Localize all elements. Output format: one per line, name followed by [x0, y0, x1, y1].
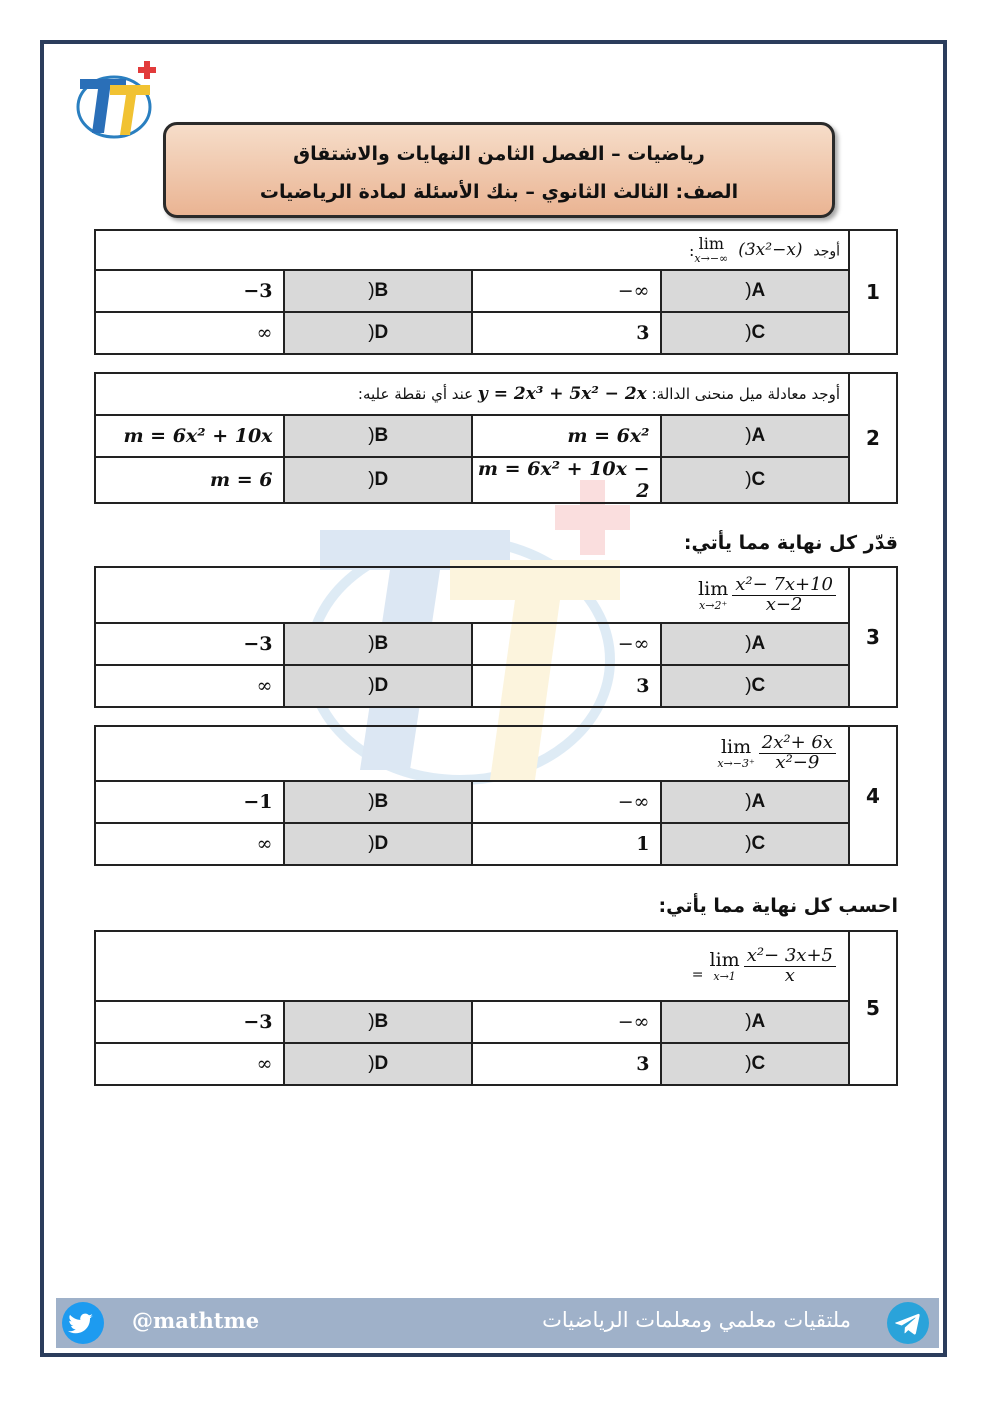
option-a-value[interactable]: m = 6x² [472, 415, 661, 457]
section-heading-calculate: احسب كل نهاية مما يأتي: [658, 895, 898, 917]
option-c-value[interactable]: 3 [472, 665, 661, 707]
limit-word: lim [698, 234, 725, 253]
option-a-label[interactable]: )A [661, 623, 850, 665]
option-a-label[interactable]: )A [661, 781, 850, 823]
question-stem [95, 567, 849, 623]
question-number: 4 [849, 726, 897, 865]
limit-sub: x→−3⁺ [717, 757, 755, 770]
option-d-label[interactable]: )D [284, 312, 473, 354]
stem-suffix: عند أي نقطة عليه: [357, 385, 474, 403]
twitter-icon[interactable] [62, 1302, 104, 1344]
option-d-value[interactable]: m = 6 [95, 457, 284, 503]
question-4 [94, 725, 898, 866]
option-d-value[interactable]: ∞ [95, 312, 284, 354]
stem-word: أوجد [813, 243, 840, 260]
question-stem [95, 230, 849, 270]
limit-word: lim [698, 577, 729, 600]
option-a-value[interactable]: −∞ [472, 1001, 661, 1043]
footer-bar [56, 1298, 939, 1348]
limit-sub: x→−∞ [694, 252, 729, 265]
question-number: 5 [849, 931, 897, 1085]
option-d-value[interactable]: ∞ [95, 1043, 284, 1085]
option-d-value[interactable]: ∞ [95, 665, 284, 707]
denominator: x²−9 [775, 752, 820, 773]
option-b-value[interactable]: −3 [95, 270, 284, 312]
limit-word: lim [709, 948, 740, 971]
option-b-value[interactable]: −3 [95, 623, 284, 665]
option-a-value[interactable]: −∞ [472, 623, 661, 665]
denominator: x [784, 964, 795, 986]
option-c-value[interactable]: 3 [472, 312, 661, 354]
question-5 [94, 930, 898, 1086]
option-b-label[interactable]: )B [284, 623, 473, 665]
option-a-label[interactable]: )A [661, 1001, 850, 1043]
question-stem [95, 931, 849, 1001]
option-b-label[interactable]: )B [284, 415, 473, 457]
limit-sub: x→1 [713, 969, 736, 983]
option-c-label[interactable]: )C [661, 823, 850, 865]
question-1 [94, 229, 898, 355]
option-c-label[interactable]: )C [661, 1043, 850, 1085]
question-number: 3 [849, 567, 897, 707]
option-c-label[interactable]: )C [661, 457, 850, 503]
option-c-value[interactable]: 1 [472, 823, 661, 865]
numerator: x²− 7x+10 [732, 576, 836, 596]
option-c-value[interactable]: m = 6x² + 10x − 2 [472, 457, 661, 503]
option-c-value[interactable]: 3 [472, 1043, 661, 1085]
question-2 [94, 372, 898, 504]
section-heading-estimate: قدّر كل نهاية مما يأتي: [683, 532, 898, 554]
stem-prefix: أوجد معادلة ميل منحنى الدالة: [651, 385, 840, 403]
function-expression: y = 2x³ + 5x² − 2x [477, 384, 647, 404]
colon: : [689, 240, 695, 260]
question-stem [95, 373, 849, 415]
option-b-label[interactable]: )B [284, 270, 473, 312]
option-a-value[interactable]: −∞ [472, 781, 661, 823]
question-3 [94, 566, 898, 708]
option-d-label[interactable]: )D [284, 665, 473, 707]
option-b-label[interactable]: )B [284, 781, 473, 823]
option-b-label[interactable]: )B [284, 1001, 473, 1043]
option-b-value[interactable]: m = 6x² + 10x [95, 415, 284, 457]
option-a-label[interactable]: )A [661, 270, 850, 312]
title-box [163, 122, 835, 218]
option-c-label[interactable]: )C [661, 312, 850, 354]
denominator: x−2 [765, 593, 803, 615]
option-d-label[interactable]: )D [284, 1043, 473, 1085]
limit-word: lim [720, 736, 752, 758]
option-a-label[interactable]: )A [661, 415, 850, 457]
question-stem [95, 726, 849, 781]
option-d-label[interactable]: )D [284, 457, 473, 503]
question-number: 2 [849, 373, 897, 503]
numerator: 2x²+ 6x [759, 734, 836, 754]
twitter-handle[interactable]: @mathtme [132, 1308, 260, 1333]
question-number: 1 [849, 230, 897, 354]
limit-expression: (3x²−x) [738, 240, 803, 260]
option-b-value[interactable]: −3 [95, 1001, 284, 1043]
limit-sub: x→2⁺ [699, 598, 728, 612]
subject-title: رياضيات – الفصل الثامن النهايات والاشتقاق [293, 143, 705, 165]
equals-sign: = [691, 967, 704, 983]
tt-logo [70, 55, 162, 145]
option-d-label[interactable]: )D [284, 823, 473, 865]
numerator: x²− 3x+5 [744, 947, 836, 967]
option-c-label[interactable]: )C [661, 665, 850, 707]
class-title: الصف: الثالث الثانوي – بنك الأسئلة لمادة الرياضيات [259, 181, 739, 203]
telegram-icon[interactable] [887, 1302, 929, 1344]
option-d-value[interactable]: ∞ [95, 823, 284, 865]
site-name: ملتقيات معلمي ومعلمات الرياضيات [542, 1308, 851, 1332]
option-a-value[interactable]: −∞ [472, 270, 661, 312]
option-b-value[interactable]: −1 [95, 781, 284, 823]
